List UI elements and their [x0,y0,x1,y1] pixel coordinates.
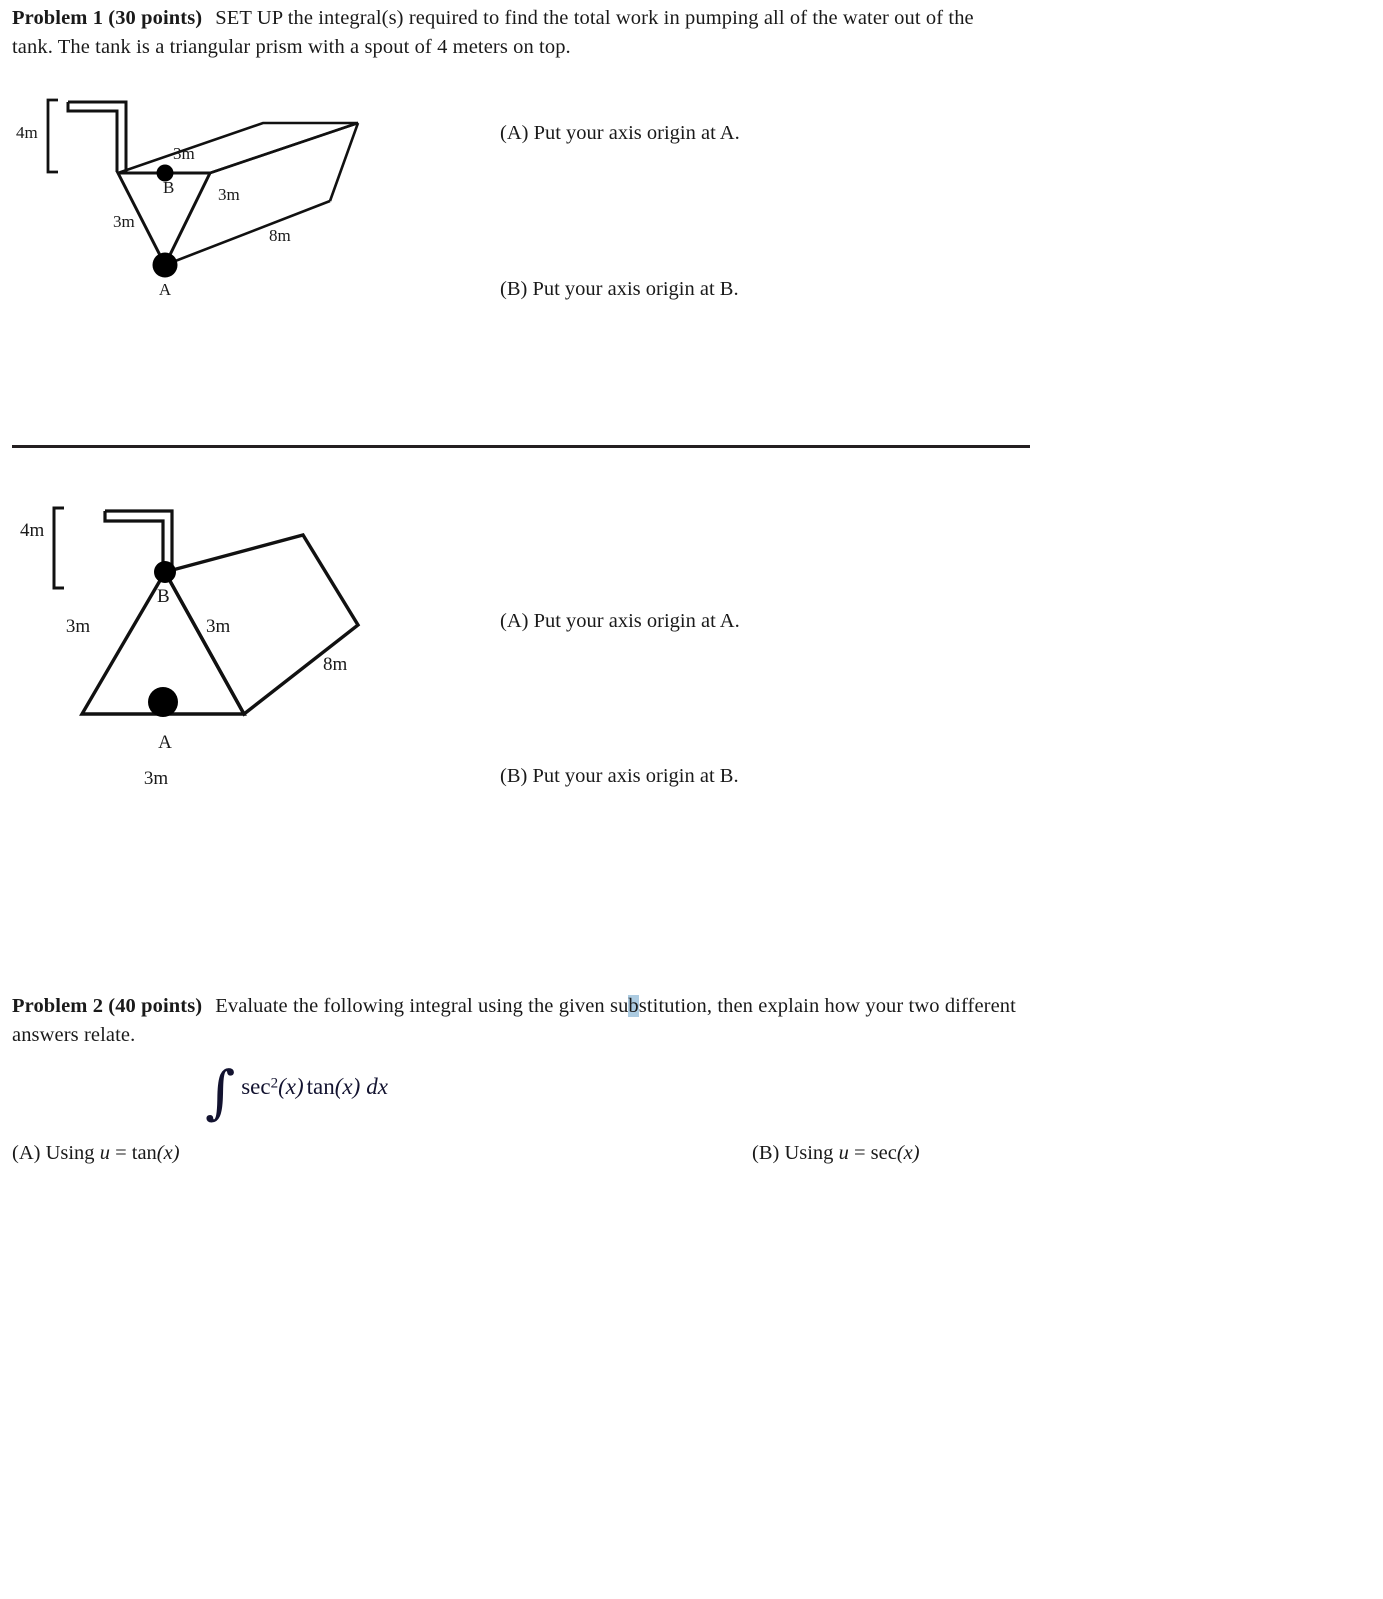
problem2-integral-expression [205,1058,388,1126]
problem2-choice-a [12,1140,180,1167]
spout-inner-edge [68,102,117,172]
problem2-label: Problem 2 (40 points) [12,995,203,1017]
right-face-top-edge [210,123,358,173]
prism-3d-svg [0,80,430,310]
height-bracket-4m [48,100,58,172]
problem2-heading [12,992,1372,1050]
problem2-choice-b-variable: u [838,1142,849,1164]
label-spout-height-4m: 4m [16,123,38,142]
problem2-choice-a-argument: (x) [156,1142,180,1164]
problem2-choice-b-function: sec [870,1142,897,1164]
problem2-choice-a-equals: = [109,1142,132,1164]
sec-argument: (x) [278,1074,304,1099]
problem1-fig2-choice-b: (B) Put your axis origin at B. [500,765,739,787]
point-b-dot [154,561,176,583]
figure-triangular-prism-3d [0,80,430,310]
problem2-choice-b [752,1140,920,1167]
point-a-dot [148,687,178,717]
bottom-receding-edge [165,201,330,265]
problem2-statement-part2: stitution, then explain how your two different [638,995,1016,1017]
height-bracket-4m [54,508,64,588]
tan-function: tan [306,1074,335,1099]
problem2-statement-part1: Evaluate the following integral using the given su [215,995,629,1017]
problem2-choice-a-variable: u [99,1142,110,1164]
label-point-b: B [163,178,175,197]
label-right-edge-3m: 3m [206,616,231,637]
label-spout-height-4m: 4m [20,520,45,541]
prism-body-rectangle [165,535,358,714]
label-length-8m: 8m [323,654,348,675]
problem1-statement-line1: SET UP the integral(s) required to find the total work in pumping all of the water out of the [215,7,974,29]
differential-dx: dx [366,1074,388,1099]
problem1-fig2-choice-a: (A) Put your axis origin at A. [500,610,740,632]
problem1-statement-line2: tank. The tank is a triangular prism with a spout of 4 meters on top. [12,36,571,58]
problem2-choice-a-function: tan [131,1142,157,1164]
label-length-8m: 8m [269,226,291,245]
point-a-dot [153,253,178,278]
label-top-edge-3m: 3m [173,144,195,163]
tan-argument: (x) [334,1074,361,1099]
problem2-choice-b-argument: (x) [896,1142,920,1164]
label-base-3m: 3m [143,768,169,789]
back-right-edge [330,123,358,201]
section-divider [12,445,1030,448]
problem1-heading [12,4,1372,62]
label-point-b: B [157,586,170,607]
top-face [118,123,358,173]
label-point-a: A [158,732,172,753]
problem2-selected-character[interactable]: b [628,995,639,1017]
spout-inner-edge [105,511,163,574]
problem2-choice-b-equals: = [848,1142,871,1164]
problem2-statement-line2: answers relate. [12,1024,136,1046]
sec-exponent: 2 [270,1075,279,1092]
integral-sign: ∫ [205,1058,236,1126]
problem2-choice-a-prefix: (A) Using [12,1142,100,1164]
label-left-edge-3m: 3m [65,616,91,637]
problem2-choice-b-prefix: (B) Using [752,1142,839,1164]
problem1-label: Problem 1 (30 points) [12,7,203,29]
problem1-choice-b: (B) Put your axis origin at B. [500,278,739,300]
figure-triangular-prism-2d [0,490,430,800]
label-right-edge-3m: 3m [218,185,240,204]
label-left-edge-3m: 3m [113,212,135,231]
prism-2d-svg [0,490,430,800]
problem1-choice-a: (A) Put your axis origin at A. [500,122,740,144]
label-point-a: A [158,280,172,299]
sec-function: sec [241,1074,271,1099]
